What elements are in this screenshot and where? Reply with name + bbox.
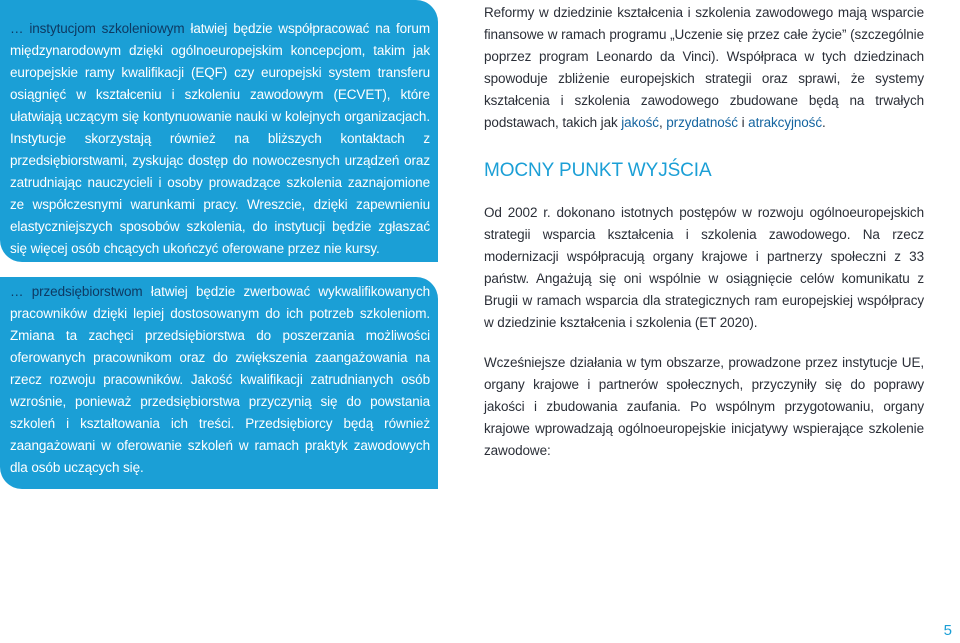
institutions-highlight: … instytucjom szkoleniowym [10,21,185,36]
enterprises-paragraph [10,281,430,479]
section-heading: MOCNY PUNKT WYJŚCIA [484,160,712,181]
enterprises-text-2: Zmiana ta zachęci przedsiębiorstwa do poszerzania możliwości oferowanych pracownikom oraz do zwiększenia zaangażowania na rzecz rozwoju pracowników. Jakość kwalifikacji zatrudnianych osób wzrośnie, ponieważ przedsiębiorstwa przyczynią się do powstania szkoleń i kształtowania ich treści. Przedsiębiorcy będą również zaangażowani w oferowanie szkoleń w ramach praktyk zawodowych dla osób uczących się. [10,328,430,475]
keyword-relevance: przydatność [666,115,738,130]
institutions-paragraph [10,18,430,260]
enterprises-highlight: … przedsiębiorstwom [10,284,143,299]
intro-text: Reformy w dziedzinie kształcenia i szkolenia zawodowego mają wsparcie finansowe w ramach programu „Uczenie się przez całe życie” (szczególnie poprzez program Leonardo da Vinci). Współpraca w tych dziedzinach spowoduje zbliżenie europejskich strategii oraz sprawi, że systemy kształcenia i szkolenia zawodowego zbudowane będą na trwałych podstawach, takich jak [484,5,924,130]
enterprises-text-1: łatwiej będzie zwerbować wykwalifikowanych pracowników dzięki lepiej dostosowanym do ich potrzeb szkoleniom. [10,284,430,321]
intro-paragraph [484,2,924,134]
institutions-text-2: Instytucje skorzystają również na bliższych kontaktach z przedsiębiorstwami, zyskując dostęp do nowoczesnych urządzeń oraz zatrudniając nauczycieli i osoby prowadzące szkolenia zaznajomione ze współczesnymi warunkami pracy. Wreszcie, dzięki zapewnieniu elastyczniejszych sposobów szkolenia, do instytucji będzie zgłaszać się więcej osób chcących ukończyć oferowane przez nie kursy. [10,131,430,256]
right-column [484,2,924,462]
progress-paragraph: Od 2002 r. dokonano istotnych postępów w rozwoju ogólnoeuropejskich strategii wsparcia kształcenia i szkolenia zawodowego. Na rzecz modernizacji współpracują organy krajowe i partnerzy społeczni z 33 państw. Angażują się oni wspólnie w osiągnięcie celów komunikatu z Brugii w ramach wsparcia dla strategicznych ram europejskiej współpracy w dziedzinie kształcenia i szkolenia (ET 2020). [484,205,924,330]
keyword-quality: jakość [621,115,659,130]
intro-end: . [821,115,826,130]
keyword-sep-2: i [737,115,749,130]
enterprises-info-box [0,277,438,489]
page-number: 5 [943,622,952,639]
keyword-sep-1: , [658,115,667,130]
institutions-info-box [0,0,438,262]
cooperation-paragraph: Wcześniejsze działania w tym obszarze, prowadzone przez instytucje UE, organy krajowe i partnerów społecznych, przyczyniły się do poprawy jakości i zbudowania zaufania. Po wspólnym przygotowaniu, organy krajowe wprowadzają ogólnoeuropejskie inicjatywy wspierające szkolenie zawodowe: [484,355,924,458]
keyword-attractiveness: atrakcyjność [748,115,822,130]
institutions-text-1: łatwiej będzie współpracować na forum międzynarodowym dzięki ogólnoeuropejskim koncepcjom, takim jak europejskie ramy kwalifikacji (EQF) czy europejski system transferu osiągnięć w kształceniu i szkoleniu zawodowym (ECVET), które ułatwiają uczącym się kontynuowanie nauki w kolejnych organizacjach. [10,21,430,124]
